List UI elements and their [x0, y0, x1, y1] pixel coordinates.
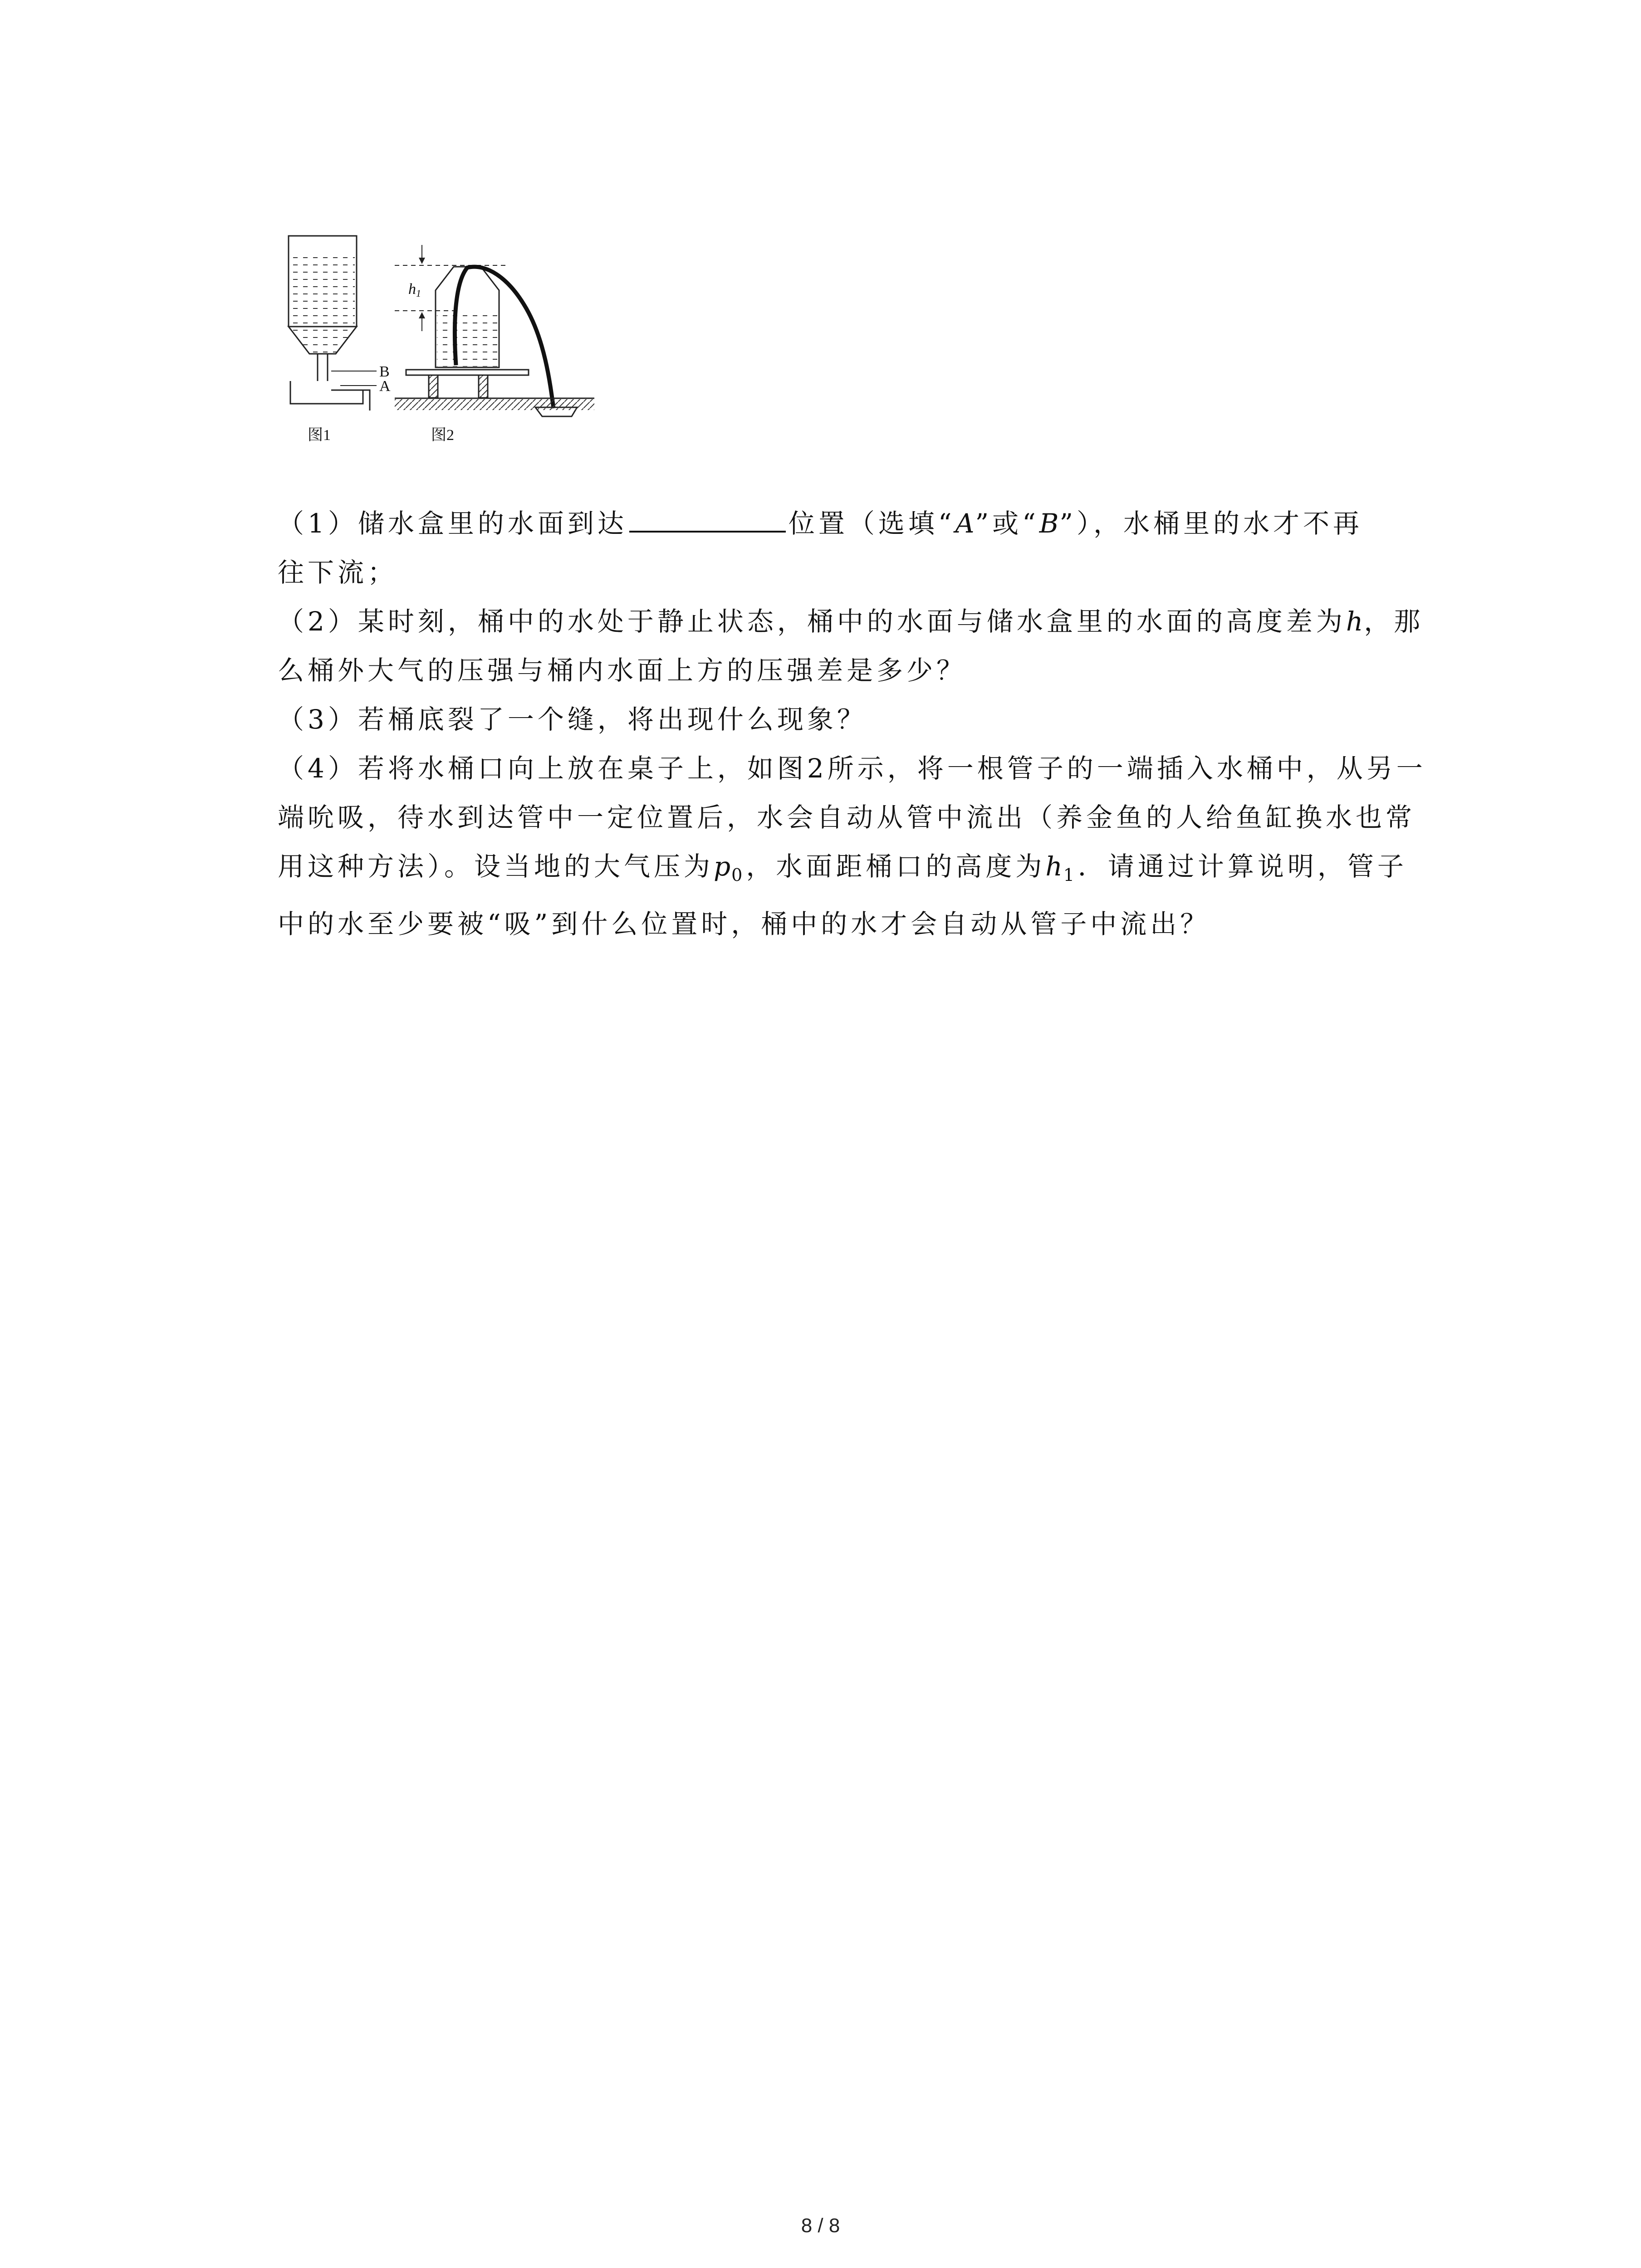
question-4-line-2: 端吮吸，待水到达管中一定位置后，水会自动从管中流出（养金鱼的人给鱼缸换水也常	[278, 802, 1416, 833]
figure-1-dispenser	[289, 236, 391, 444]
question-1-line-2: 往下流；	[278, 557, 398, 588]
question-3-line-1: （3）若桶底裂了一个缝，将出现什么现象？	[278, 704, 867, 735]
answer-blank[interactable]	[629, 501, 786, 533]
figure-1-caption: 图1	[308, 427, 331, 444]
label-h1: h1	[408, 281, 421, 299]
question-1-line-1: （1）储水盒里的水面到达 位置（选填“A”或“B”），水桶里的水才不再	[278, 499, 1435, 548]
question-4-line-3: 用这种方法）。设当地的大气压为$p_0$，水面距桶口的高度为$h_1$．请通过计算说明，管子	[278, 851, 1407, 885]
question-text	[278, 499, 1435, 948]
question-2-line-1: （2）某时刻，桶中的水处于静止状态，桶中的水面与储水盒里的水面的高度差为h，那	[278, 606, 1424, 637]
question-2-line-2: 么桶外大气的压强与桶内水面上方的压强差是多少？	[278, 655, 967, 686]
question-4-line-4: 中的水至少要被“吸”到什么位置时，桶中的水才会自动从管子中流出？	[278, 909, 1210, 939]
question-4-line-1: （4）若将水桶口向上放在桌子上，如图2所示，将一根管子的一端插入水桶中，从另一	[278, 753, 1426, 784]
physics-figure	[272, 218, 644, 499]
figure-2-caption: 图2	[431, 427, 454, 444]
page-number: 8 / 8	[801, 2214, 840, 2237]
bucket-diagrams	[272, 218, 644, 499]
figure-2-siphon	[395, 245, 594, 444]
label-b: B	[379, 363, 390, 380]
label-a: A	[379, 378, 391, 395]
